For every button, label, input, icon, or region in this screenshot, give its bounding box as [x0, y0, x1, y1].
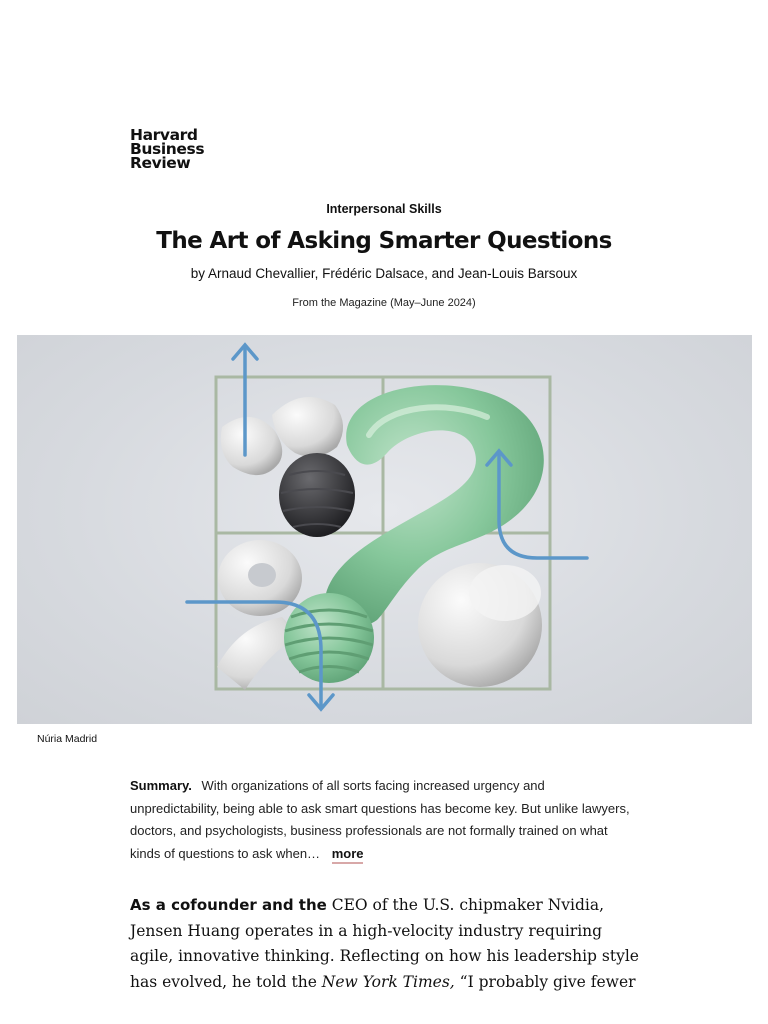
article-title: The Art of Asking Smarter Questions	[156, 228, 612, 254]
body-publication: New York Times,	[321, 972, 455, 991]
white-hemisphere-shape	[418, 563, 542, 687]
hbr-logo[interactable]	[130, 128, 204, 170]
body-text-2: “I probably give fewer	[454, 972, 636, 991]
article-summary	[130, 775, 630, 865]
dark-ribbed-shape	[279, 453, 355, 537]
summary-label: Summary.	[130, 778, 192, 793]
article-body	[130, 893, 650, 995]
question-mark-illustration	[17, 335, 752, 724]
article-source: From the Magazine (May–June 2024)	[292, 297, 476, 309]
hero-illustration	[17, 335, 752, 724]
summary-more-link[interactable]: more	[332, 846, 364, 864]
article-byline: by Arnaud Chevallier, Frédéric Dalsace, and Jean-Louis Barsoux	[190, 266, 578, 281]
logo-line-3: Review	[130, 154, 191, 172]
topic-link[interactable]: Interpersonal Skills	[326, 202, 442, 216]
body-text-1: CEO of the U.S. chipmaker Nvidia, Jensen Huang operates in a high-velocity industry requiring agile, innovative thinking. Reflecting on how his leadership style has evolved, he told the	[130, 896, 639, 991]
logo-line-1: Harvard	[130, 126, 198, 144]
logo-line-2: Business	[130, 140, 205, 158]
summary-text: With organizations of all sorts facing increased urgency and unpredictability, being able to ask smart questions has become key. But unlike lawyers, doctors, and psychologists, business professionals are not formally trained on what kinds of questions to ask when…	[130, 778, 630, 861]
image-credit: Núria Madrid	[37, 733, 98, 745]
body-lead-in: As a cofounder and the	[130, 896, 327, 914]
